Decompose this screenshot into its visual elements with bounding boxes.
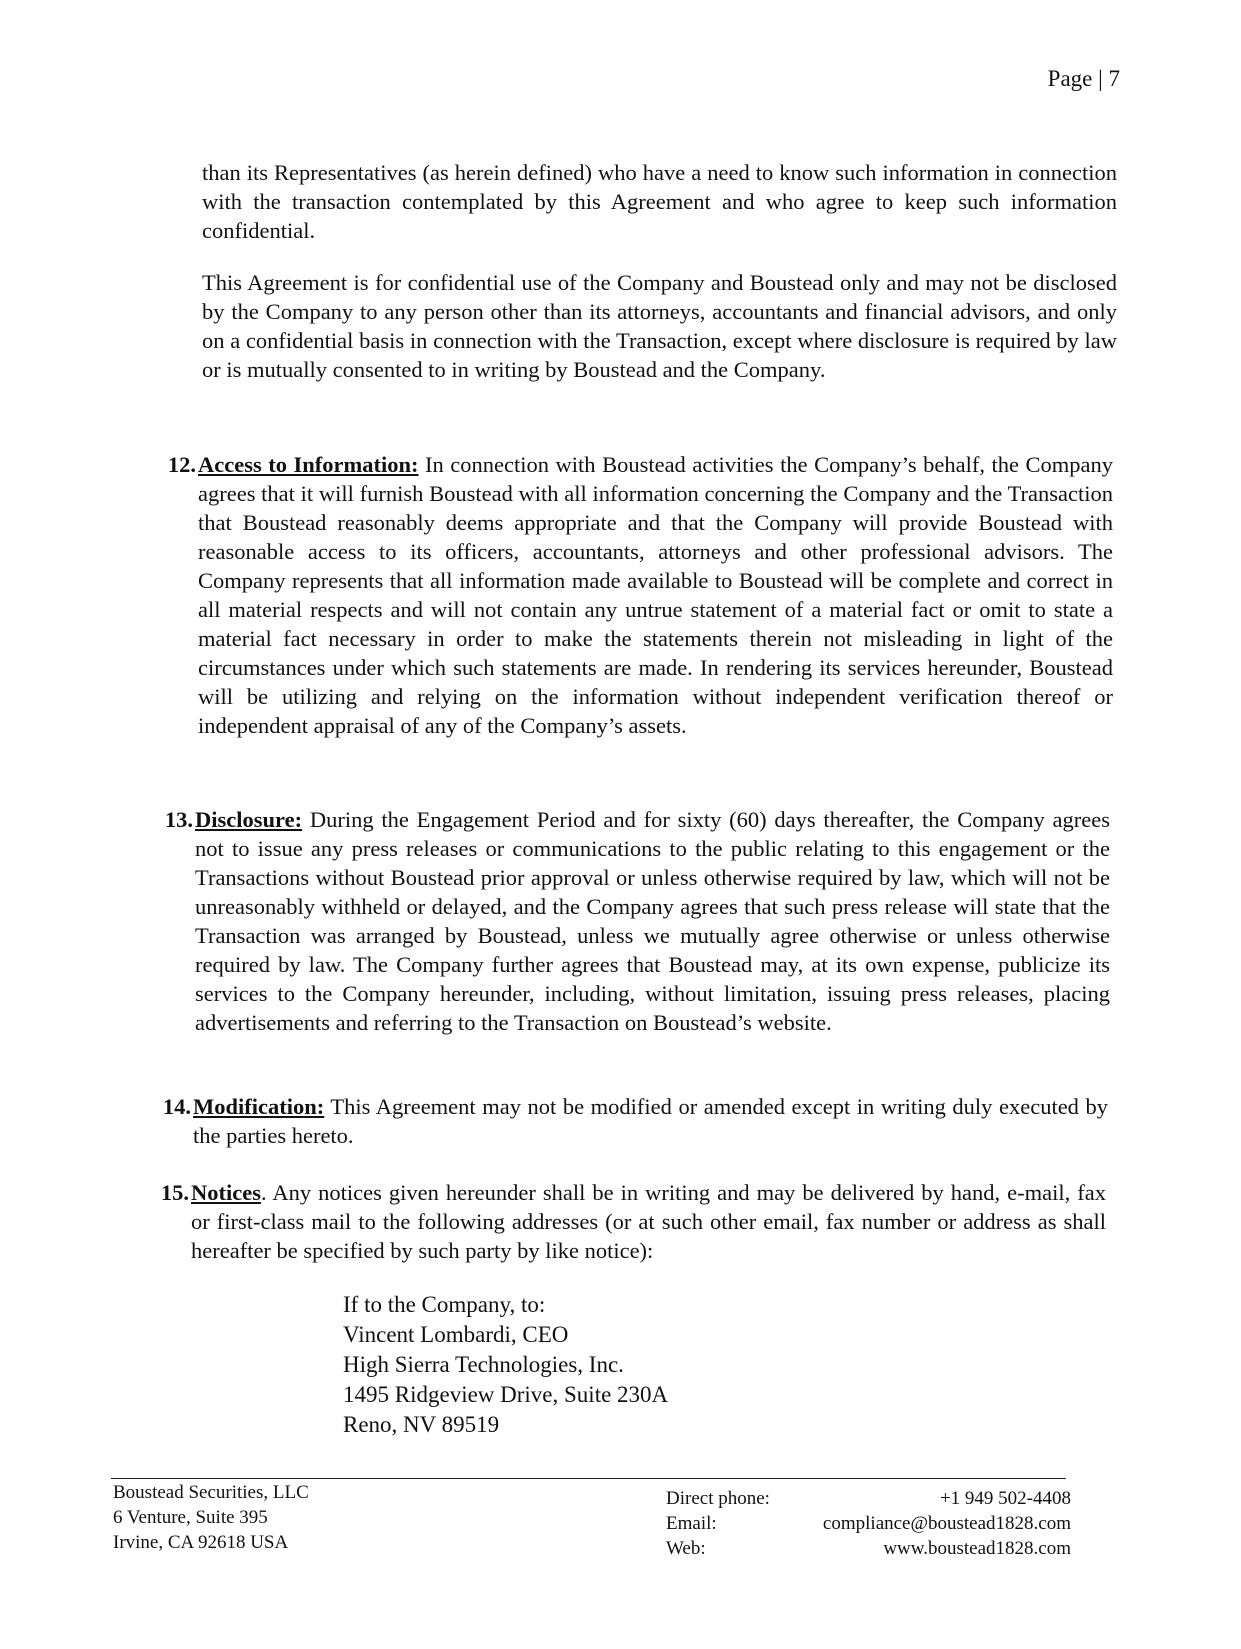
email-label: Email: [666, 1513, 717, 1534]
footer-web-row [666, 1536, 1071, 1561]
web-label: Web: [666, 1538, 706, 1559]
section-notices [160, 1178, 1106, 1265]
footer-address [113, 1480, 309, 1555]
company-address-block [343, 1290, 668, 1440]
footer-phone-row [666, 1486, 1071, 1511]
section-title: Disclosure: [195, 807, 303, 832]
footer-email-row [666, 1511, 1071, 1536]
section-number: 12. [167, 452, 196, 477]
section-number: 13. [164, 807, 193, 832]
section-text: During the Engagement Period and for sixty (60) days thereafter, the Company agrees not to issue any press releases or communications to the public relating to this engagement or the Transactions without Boustead prior approval or unless otherwise required by law, which will not be unreasonably withheld or delayed, and the Company agrees that such press release will state that the Transaction was arranged by Boustead, unless we mutually agree otherwise or unless otherwise required by law. The Company further agrees that Boustead may, at its own expense, publicize its services to the Company hereunder, including, without limitation, issuing press releases, placing advertisements and referring to the Transaction on Boustead’s website. [195, 807, 1110, 1035]
paragraph-confidentiality-continued: than its Representatives (as herein defined) who have a need to know such information in connection with the transaction contemplated by this Agreement and who agree to keep such information confidential. [202, 160, 1117, 243]
section-text: In connection with Boustead activities the Company’s behalf, the Company agrees that it will furnish Boustead with all information concerning the Company and the Transaction that Boustead reasonably deems appropriate and that the Company will provide Boustead with reasonable access to its officers, accountants, attorneys and other professional advisors. The Company represents that all information made available to Boustead will be complete and correct in all material respects and will not contain any untrue statement of a material fact or omit to state a material fact necessary in order to make the statements therein not misleading in light of the circumstances under which such statements are made. In rendering its services hereunder, Boustead will be utilizing and relying on the information without independent verification thereof or independent appraisal of any of the Company’s assets. [198, 452, 1113, 738]
address-line: High Sierra Technologies, Inc. [343, 1352, 624, 1377]
footer-divider [111, 1478, 1066, 1479]
section-text: This Agreement may not be modified or amended except in writing duly executed by the parties hereto. [193, 1094, 1108, 1148]
address-line: Vincent Lombardi, CEO [343, 1322, 569, 1347]
page-number: Page | 7 [1047, 66, 1120, 91]
paragraph-confidential-use: This Agreement is for confidential use of the Company and Boustead only and may not be disclosed by the Company to any person other than its attorneys, accountants and financial advisors, and only on a confidential basis in connection with the Transaction, except where disclosure is required by law or is mutually consented to in writing by Boustead and the Company. [202, 270, 1117, 382]
phone-label: Direct phone: [666, 1488, 770, 1509]
section-modification [162, 1092, 1108, 1150]
section-access-to-information [167, 450, 1113, 740]
address-line: Reno, NV 89519 [343, 1412, 500, 1437]
section-text: . Any notices given hereunder shall be in writing and may be delivered by hand, e-mail, fax or first-class mail to the following addresses (or at such other email, fax number or address as shall hereafter be specified by such party by like notice): [191, 1180, 1106, 1263]
address-line: If to the Company, to: [343, 1292, 546, 1317]
footer-contact [666, 1486, 1071, 1561]
section-title: Modification: [193, 1094, 325, 1119]
phone-value: +1 949 502-4408 [939, 1488, 1071, 1509]
email-value: compliance@boustead1828.com [822, 1513, 1071, 1534]
section-number: 14. [162, 1094, 191, 1119]
section-title: Access to Information: [198, 452, 419, 477]
address-line: 1495 Ridgeview Drive, Suite 230A [343, 1382, 669, 1407]
section-disclosure [164, 805, 1110, 1037]
footer-company: Boustead Securities, LLC [113, 1482, 309, 1503]
web-value: www.boustead1828.com [883, 1538, 1071, 1559]
footer-street: 6 Venture, Suite 395 [113, 1507, 268, 1528]
section-title: Notices [191, 1180, 261, 1205]
section-number: 15. [160, 1180, 189, 1205]
footer-city: Irvine, CA 92618 USA [113, 1532, 289, 1553]
